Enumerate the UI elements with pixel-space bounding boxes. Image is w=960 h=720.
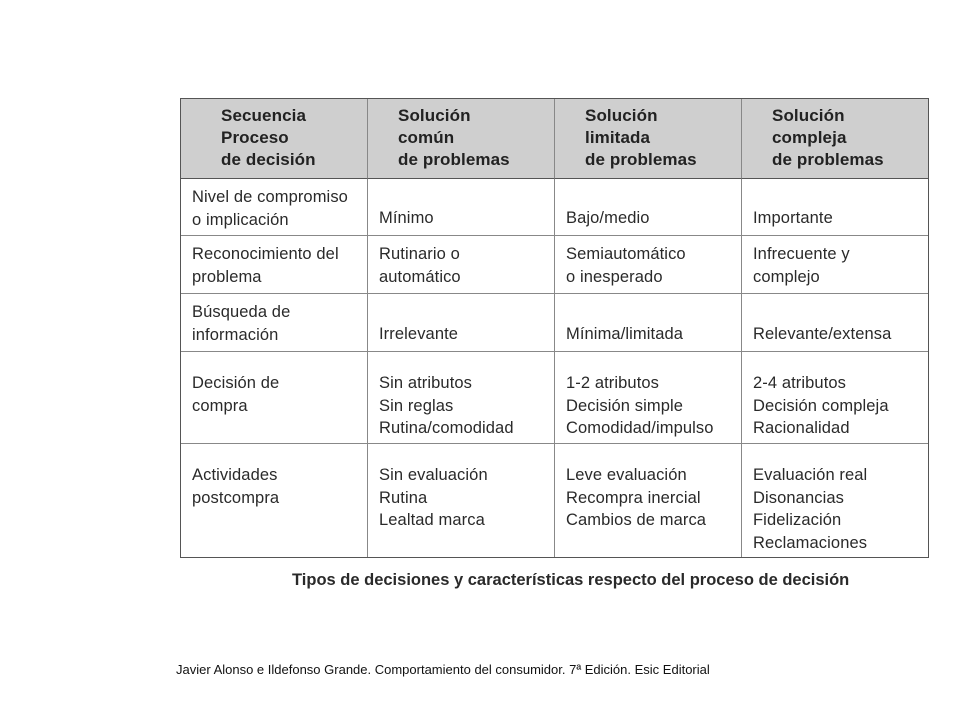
- table-cell: 1-2 atributos Decisión simple Comodidad/impulso: [555, 352, 742, 444]
- table-cell: Bajo/medio: [555, 179, 742, 236]
- row-label-post-purchase: Actividades postcompra: [181, 444, 368, 557]
- header-process-sequence: Secuencia Proceso de decisión: [181, 99, 368, 179]
- table-cell: Infrecuente y complejo: [742, 236, 928, 294]
- table-cell: Leve evaluación Recompra inercial Cambios de marca: [555, 444, 742, 557]
- table-cell: Evaluación real Disonancias Fidelización Reclamaciones: [753, 466, 868, 552]
- table-cell: Sin evaluación Rutina Lealtad marca: [368, 444, 555, 557]
- table-cell: 2-4 atributos Decisión compleja Racionalidad: [742, 352, 928, 444]
- table-cell: Importante: [742, 179, 928, 236]
- table-cell: Mínimo: [368, 179, 555, 236]
- row-label-involvement: Nivel de compromiso o implicación: [181, 179, 368, 236]
- table-cell: Irrelevante: [368, 294, 555, 352]
- table-cell: Sin atributos Sin reglas Rutina/comodidad: [368, 352, 555, 444]
- decision-types-table: [180, 98, 929, 558]
- table-cell: Mínima/limitada: [555, 294, 742, 352]
- table-caption: Tipos de decisiones y características respecto del proceso de decisión: [292, 571, 850, 589]
- table-cell: Rutinario o automático: [368, 236, 555, 294]
- source-citation: Javier Alonso e Ildefonso Grande. Comportamiento del consumidor. 7ª Edición. Esic Editorial: [176, 662, 710, 677]
- header-limited-solution: Solución limitada de problemas: [555, 99, 742, 179]
- row-label-problem-recognition: Reconocimiento del problema: [181, 236, 368, 294]
- table-cell: Relevante/extensa: [742, 294, 928, 352]
- row-label-information-search: Búsqueda de información: [181, 294, 368, 352]
- header-common-solution: Solución común de problemas: [368, 99, 555, 179]
- header-complex-solution: Solución compleja de problemas: [742, 99, 928, 179]
- table-cell: Semiautomático o inesperado: [555, 236, 742, 294]
- row-label-purchase-decision: Decisión de compra: [181, 352, 368, 444]
